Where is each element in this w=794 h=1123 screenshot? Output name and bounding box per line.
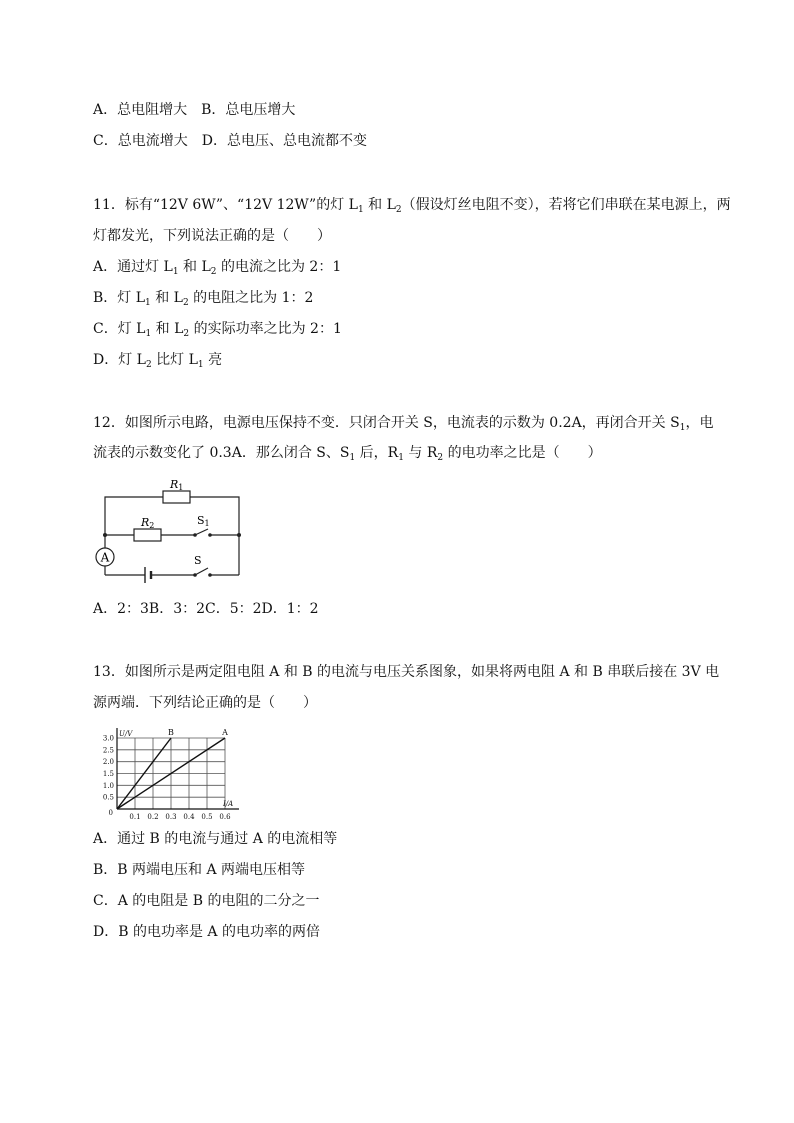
q11-option-b [93, 288, 313, 308]
q13-option-d [93, 922, 320, 942]
ammeter-label: A [100, 550, 110, 565]
iu-chart [93, 722, 234, 822]
subscript: 1 [197, 360, 204, 370]
q12-options [93, 599, 319, 619]
subscript: 2 [437, 453, 444, 463]
q13-option-c [93, 891, 319, 911]
option-text: 比灯 L [151, 352, 198, 368]
origin-label: 0 [108, 809, 113, 817]
q10-option-a: A．总电阻增大 [93, 102, 188, 118]
q10-option-b: B．总电压增大 [201, 102, 296, 118]
q11-stem-text: 11．标有“12V 6W”、“12V 12W”的灯 L [93, 197, 358, 213]
y-tick-label: 2.5 [102, 746, 114, 755]
subscript: 1 [349, 453, 356, 463]
x-tick-label: 0.5 [201, 813, 213, 821]
option-text: 的电流之比为 2：1 [216, 259, 342, 275]
q12-stem-text: 流表的示数变化了 0.3A．那么闭合 S、S [93, 445, 350, 461]
junction-dot [237, 533, 241, 537]
q11-option-a [93, 257, 341, 277]
switch-s-icon [195, 568, 208, 575]
series-label-A: A [222, 728, 228, 737]
s-label: S [194, 554, 202, 567]
circuit-diagram [93, 476, 243, 586]
junction-dot [103, 533, 107, 537]
option-text: D．灯 L [93, 352, 146, 368]
subscript: 1 [145, 329, 152, 339]
q12-stem-text: 12．如图所示电路，电源电压保持不变．只闭合开关 S，电流表的示数为 0.2A，再闭合开关 S [93, 415, 680, 431]
subscript: 1 [172, 267, 179, 277]
option-text: C．灯 L [93, 321, 146, 337]
q13-stem-line1 [93, 662, 719, 682]
option-text: D．B 的电功率是 A 的电功率的两倍 [93, 924, 320, 940]
q12-stem-line1 [93, 413, 713, 433]
q13-stem-line2 [93, 693, 317, 713]
q13-option-a [93, 829, 337, 849]
q12-stem-text: 与 R [403, 445, 438, 461]
q10-options-cd [93, 131, 367, 151]
option-text: B．B 两端电压和 A 两端电压相等 [93, 862, 306, 878]
q11-stem-text: 和 L [363, 197, 396, 213]
option-text: C．A 的电阻是 B 的电阻的二分之一 [93, 893, 320, 909]
option-text: A．通过灯 L [93, 259, 173, 275]
q13-stem-text: 源两端．下列结论正确的是（ ） [93, 695, 317, 711]
switch-s1-icon [195, 529, 208, 535]
y-tick-label: 0.5 [102, 793, 114, 802]
y-axis-label: U/V [119, 730, 133, 738]
y-tick-label: 1.0 [102, 781, 114, 790]
option-text: B．灯 L [93, 290, 146, 306]
x-tick-label: 0.6 [219, 813, 231, 821]
option-text: 和 L [150, 290, 183, 306]
q12-stem-text: 后，R [355, 445, 399, 461]
x-axis-label: I/A [223, 800, 234, 808]
series-label-B: B [168, 728, 174, 737]
q12-stem-text: ，电 [685, 415, 714, 431]
q11-stem-line1 [93, 195, 731, 215]
y-tick-label: 3.0 [102, 734, 114, 743]
x-tick-label: 0.4 [183, 813, 195, 821]
s1-label: S1 [197, 514, 210, 528]
q11-option-d [93, 350, 222, 370]
x-tick-label: 0.1 [129, 813, 141, 821]
wire [105, 497, 163, 503]
subscript: 1 [145, 298, 151, 308]
q12-stem-line2 [93, 443, 602, 463]
y-tick-label: 1.5 [102, 770, 114, 778]
q13-option-b [93, 860, 305, 880]
switch-contact [193, 573, 197, 577]
y-tick-label: 2.0 [102, 758, 114, 767]
resistor-r1-icon [163, 491, 190, 503]
option-text: 和 L [151, 321, 184, 337]
q10-option-d: D．总电压、总电流都不变 [201, 133, 367, 149]
switch-contact [193, 533, 197, 537]
subscript: 1 [357, 205, 364, 215]
q12-options-text: A．2：3B．3：2C．5：2D．1：2 [93, 601, 319, 617]
x-tick-label: 0.2 [147, 813, 159, 821]
q11-stem-text: （假设灯丝电阻不变），若将它们串联在某电源上，两 [401, 197, 731, 213]
subscript: 2 [395, 205, 402, 215]
q12-stem-text: 的电功率之比是（ ） [443, 445, 602, 461]
q10-option-c: C．总电流增大 [93, 133, 188, 149]
option-text: A．通过 B 的电流与通过 A 的电流相等 [93, 831, 338, 847]
option-text: 的电阻之比为 1：2 [188, 290, 314, 306]
subscript: 2 [182, 298, 189, 308]
q13-stem-text: 13．如图所示是两定阻电阻 A 和 B 的电流与电压关系图象，如果将两电阻 A 和 B 串联后接在 3V 电 [93, 664, 720, 680]
option-text: 亮 [203, 352, 223, 368]
subscript: 2 [183, 329, 190, 339]
r1-label: R1 [170, 478, 184, 492]
subscript: 1 [398, 453, 404, 463]
q10-options-ab [93, 100, 295, 120]
option-text: 和 L [178, 259, 211, 275]
q11-stem-text: 灯都发光，下列说法正确的是（ ） [93, 228, 331, 244]
circuit-svg [93, 476, 243, 586]
switch-contact [208, 573, 212, 577]
resistor-r2-icon [134, 529, 161, 541]
q11-option-c [93, 319, 342, 339]
option-text: 的实际功率之比为 2：1 [189, 321, 342, 337]
subscript: 1 [679, 423, 686, 433]
q11-stem-line2 [93, 226, 331, 246]
iu-chart-svg [93, 722, 234, 822]
r2-label: R2 [141, 516, 155, 530]
x-tick-label: 0.3 [165, 813, 177, 821]
subscript: 2 [145, 360, 152, 370]
switch-contact [208, 533, 212, 537]
subscript: 2 [210, 267, 217, 277]
